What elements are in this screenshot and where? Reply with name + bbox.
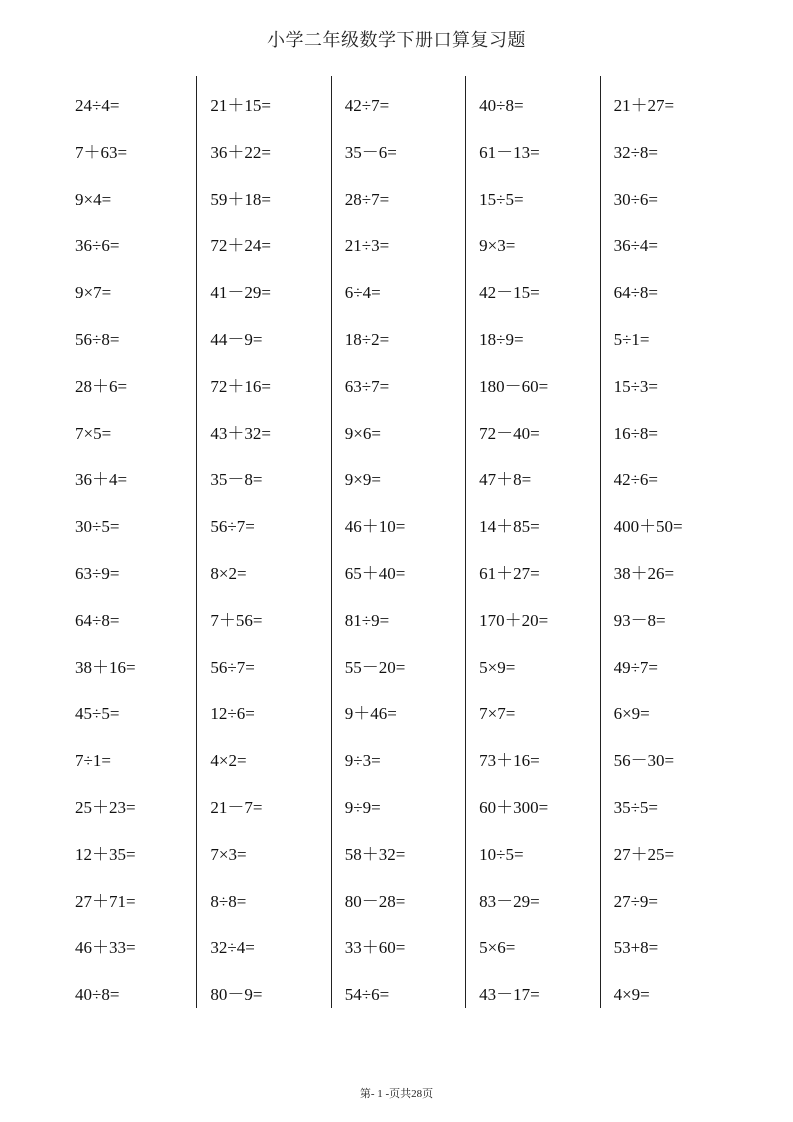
problem-item: 4×9= bbox=[613, 985, 650, 1005]
problem-item: 7＋63= bbox=[75, 142, 128, 162]
problem-item: 9÷9= bbox=[344, 797, 381, 817]
problem-item: 170＋20= bbox=[479, 610, 549, 630]
problem-item: 49÷7= bbox=[613, 657, 658, 677]
problem-item: 28＋6= bbox=[75, 376, 128, 396]
problem-item: 53+8= bbox=[613, 938, 659, 958]
problem-item: 36＋4= bbox=[75, 470, 128, 490]
problem-item: 5×6= bbox=[479, 938, 516, 958]
problem-item: 46＋33= bbox=[75, 938, 136, 958]
problem-item: 30÷5= bbox=[75, 517, 120, 537]
problem-item: 21÷3= bbox=[344, 236, 390, 256]
problem-item: 8÷8= bbox=[210, 891, 247, 911]
problem-item: 25＋23= bbox=[75, 797, 136, 817]
problem-item: 18÷9= bbox=[479, 329, 524, 349]
problem-item: 9×9= bbox=[344, 470, 381, 490]
problem-item: 12＋35= bbox=[75, 844, 136, 864]
problem-item: 73＋16= bbox=[479, 751, 540, 771]
problem-item: 55－20= bbox=[344, 657, 406, 677]
problem-item: 36÷4= bbox=[613, 236, 658, 256]
problem-item: 54÷6= bbox=[344, 985, 390, 1005]
problem-item: 400＋50= bbox=[613, 517, 683, 537]
page-title: 小学二年级数学下册口算复习题 bbox=[267, 30, 526, 51]
problem-item: 44－9= bbox=[210, 329, 263, 349]
problem-item: 7×3= bbox=[210, 844, 247, 864]
problem-item: 18÷2= bbox=[344, 329, 390, 349]
problem-item: 43＋32= bbox=[210, 423, 271, 443]
problem-item: 56÷7= bbox=[210, 657, 255, 677]
problem-item: 81÷9= bbox=[344, 610, 390, 630]
problem-item: 21＋27= bbox=[613, 96, 675, 115]
problem-item: 42÷7= bbox=[344, 96, 390, 115]
problem-item: 38＋16= bbox=[75, 657, 136, 677]
problem-item: 42÷6= bbox=[613, 470, 658, 490]
problem-column-5 bbox=[600, 76, 734, 1008]
problem-item: 36÷6= bbox=[75, 236, 120, 256]
problem-column-2 bbox=[196, 76, 330, 1008]
problem-item: 33＋60= bbox=[344, 938, 406, 958]
problem-item: 40÷8= bbox=[75, 985, 120, 1005]
problem-item: 72－40= bbox=[479, 423, 540, 443]
problem-item: 72＋16= bbox=[210, 376, 271, 396]
problem-item: 15÷3= bbox=[613, 376, 658, 396]
problem-item: 58＋32= bbox=[344, 844, 406, 864]
problem-item: 24÷4= bbox=[75, 96, 120, 115]
problem-item: 80－28= bbox=[344, 891, 406, 911]
problem-item: 42－15= bbox=[479, 283, 540, 303]
problem-item: 45÷5= bbox=[75, 704, 120, 724]
problem-item: 5×9= bbox=[479, 657, 516, 677]
problem-item: 5÷1= bbox=[613, 329, 650, 349]
problem-item: 6×9= bbox=[613, 704, 650, 724]
problem-item: 180－60= bbox=[479, 376, 549, 396]
problem-item: 16÷8= bbox=[613, 423, 658, 443]
problem-item: 64÷8= bbox=[75, 610, 120, 630]
problem-item: 83－29= bbox=[479, 891, 540, 911]
problem-item: 14＋85= bbox=[479, 517, 540, 537]
problem-item: 72＋24= bbox=[210, 236, 271, 256]
problem-item: 46＋10= bbox=[344, 517, 406, 537]
problem-item: 63÷9= bbox=[75, 563, 120, 583]
problem-item: 15÷5= bbox=[479, 189, 524, 209]
problem-item: 60＋300= bbox=[479, 797, 549, 817]
problem-item: 7×7= bbox=[479, 704, 516, 724]
problem-item: 32÷4= bbox=[210, 938, 255, 958]
problem-item: 9×6= bbox=[344, 423, 381, 443]
problem-column-4 bbox=[465, 76, 599, 1008]
problem-item: 35－6= bbox=[344, 142, 397, 162]
problem-item: 27＋25= bbox=[613, 844, 675, 864]
problem-item: 59＋18= bbox=[210, 189, 271, 209]
problem-item: 56÷7= bbox=[210, 517, 255, 537]
problem-item: 9÷3= bbox=[344, 751, 381, 771]
problem-item: 6÷4= bbox=[344, 283, 381, 303]
problem-item: 65＋40= bbox=[344, 563, 406, 583]
problem-item: 28÷7= bbox=[344, 189, 390, 209]
problem-item: 40÷8= bbox=[479, 96, 524, 115]
problem-item: 12÷6= bbox=[210, 704, 255, 724]
problem-item: 4×2= bbox=[210, 751, 247, 771]
problem-item: 93－8= bbox=[613, 610, 666, 630]
problem-item: 56－30= bbox=[613, 751, 675, 771]
problem-item: 35－8= bbox=[210, 470, 263, 490]
problem-item: 7÷1= bbox=[75, 751, 111, 771]
problem-item: 35÷5= bbox=[613, 797, 658, 817]
problem-column-3 bbox=[331, 76, 465, 1008]
problem-item: 10÷5= bbox=[479, 844, 524, 864]
problem-item: 43－17= bbox=[479, 985, 540, 1005]
problem-item: 32÷8= bbox=[613, 142, 658, 162]
problem-item: 9×7= bbox=[75, 283, 112, 303]
problem-item: 7×5= bbox=[75, 423, 112, 443]
problem-item: 27÷9= bbox=[613, 891, 658, 911]
problem-item: 7＋56= bbox=[210, 610, 263, 630]
problem-item: 61＋27= bbox=[479, 563, 540, 583]
problem-item: 61－13= bbox=[479, 142, 540, 162]
problem-item: 9×3= bbox=[479, 236, 516, 256]
page-footer: 第- 1 -页共28页 bbox=[359, 1088, 434, 1100]
problem-item: 8×2= bbox=[210, 563, 247, 583]
problem-item: 9＋46= bbox=[344, 704, 397, 724]
problem-item: 47＋8= bbox=[479, 470, 532, 490]
problem-item: 80－9= bbox=[210, 985, 263, 1005]
problem-item: 9×4= bbox=[75, 189, 112, 209]
problem-item: 41－29= bbox=[210, 283, 271, 303]
problem-item: 36＋22= bbox=[210, 142, 271, 162]
problem-item: 64÷8= bbox=[613, 283, 658, 303]
problem-grid bbox=[62, 76, 734, 1008]
problem-item: 63÷7= bbox=[344, 376, 390, 396]
problem-column-1 bbox=[62, 76, 196, 1008]
problem-item: 30÷6= bbox=[613, 189, 658, 209]
problem-item: 38＋26= bbox=[613, 563, 675, 583]
problem-item: 21＋15= bbox=[210, 96, 271, 115]
problem-item: 56÷8= bbox=[75, 329, 120, 349]
problem-item: 27＋71= bbox=[75, 891, 136, 911]
problem-item: 21－7= bbox=[210, 797, 263, 817]
